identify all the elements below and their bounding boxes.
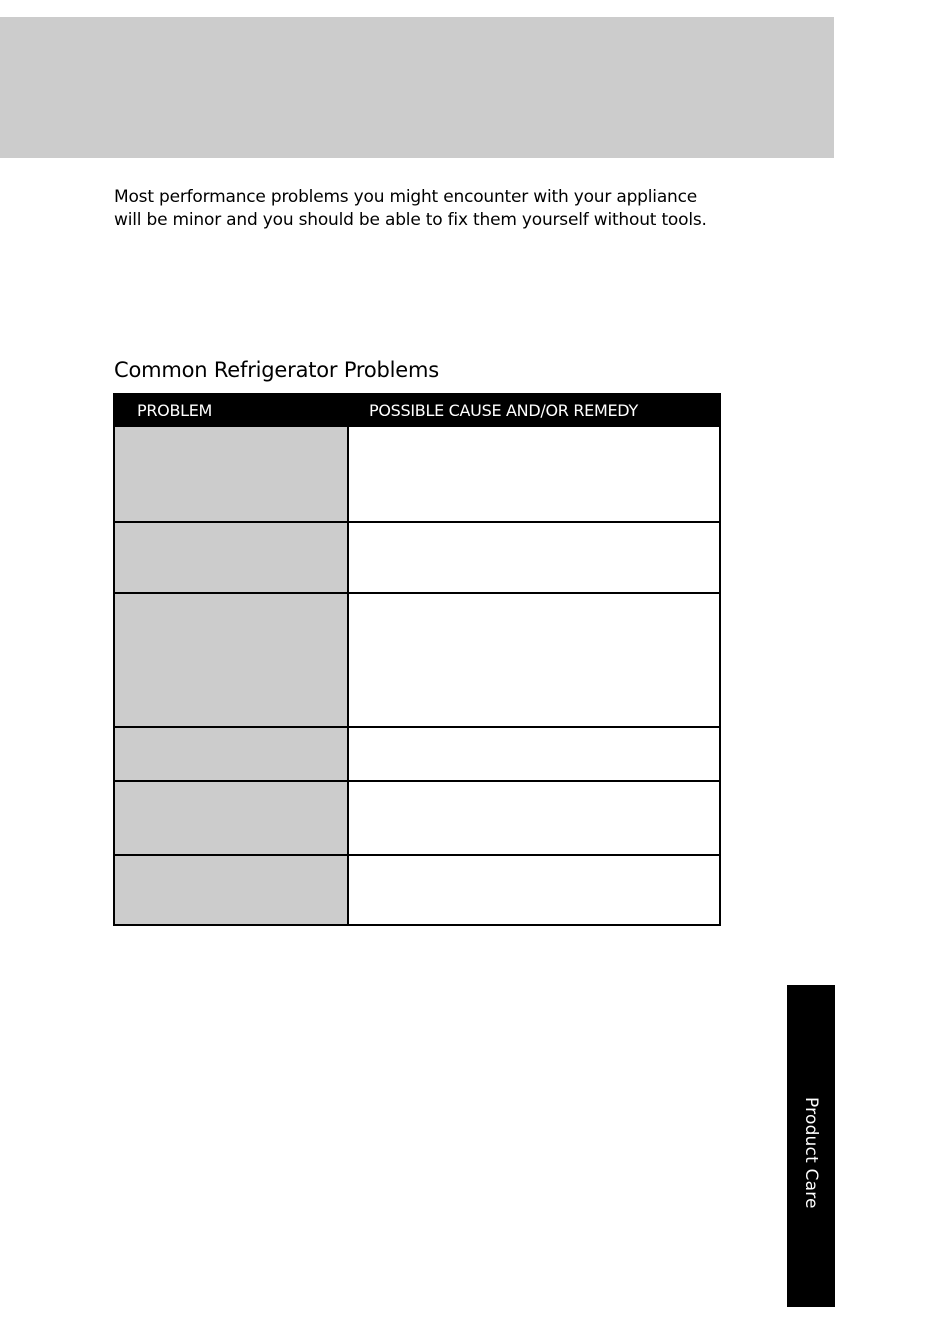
problem-cell bbox=[114, 522, 348, 593]
remedy-cell bbox=[348, 426, 720, 522]
table-row bbox=[114, 855, 720, 925]
intro-paragraph: Most performance problems you might encounter with your appliance will be minor and you should be able to fix them yourself without tools. bbox=[114, 187, 707, 230]
column-header-problem: PROBLEM bbox=[114, 394, 348, 426]
remedy-cell bbox=[348, 593, 720, 727]
remedy-cell bbox=[348, 855, 720, 925]
problems-table bbox=[113, 393, 721, 926]
table-row bbox=[114, 727, 720, 781]
table-row bbox=[114, 781, 720, 855]
side-tab-label-wrapper bbox=[787, 985, 835, 1307]
table-header-row bbox=[114, 394, 720, 426]
remedy-cell bbox=[348, 522, 720, 593]
problem-cell bbox=[114, 781, 348, 855]
problem-cell bbox=[114, 426, 348, 522]
problem-cell bbox=[114, 593, 348, 727]
table-row bbox=[114, 593, 720, 727]
remedy-cell bbox=[348, 727, 720, 781]
problem-cell bbox=[114, 855, 348, 925]
section-title: Common Refrigerator Problems bbox=[114, 358, 440, 382]
column-header-remedy: POSSIBLE CAUSE AND/OR REMEDY bbox=[348, 394, 720, 426]
side-tab-label: Product Care bbox=[801, 1097, 821, 1209]
table-row bbox=[114, 522, 720, 593]
remedy-cell bbox=[348, 781, 720, 855]
header-band bbox=[0, 17, 834, 158]
table-row bbox=[114, 426, 720, 522]
problem-cell bbox=[114, 727, 348, 781]
